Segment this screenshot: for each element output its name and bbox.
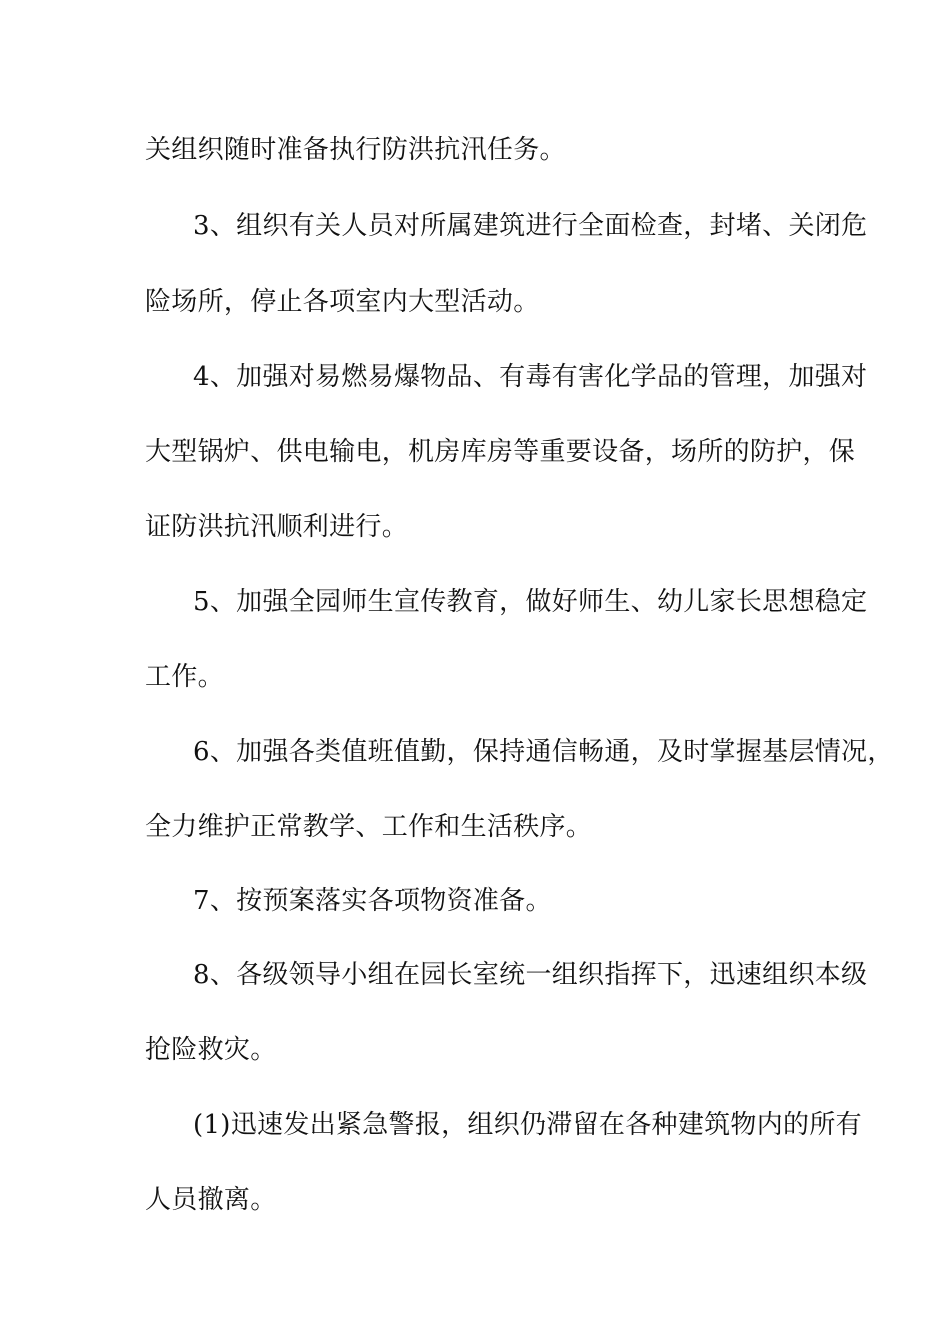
text-line: 5、加强全园师生宣传教育，做好师生、幼儿家长思想稳定 xyxy=(193,587,868,617)
text-line: 险场所，停止各项室内大型活动。 xyxy=(145,287,540,317)
text-line: 抢险救灾。 xyxy=(145,1035,277,1065)
text-line: 8、各级领导小组在园长室统一组织指挥下，迅速组织本级 xyxy=(193,960,868,990)
text-line: 工作。 xyxy=(145,662,224,692)
text-line: 3、组织有关人员对所属建筑进行全面检查，封堵、关闭危 xyxy=(193,211,868,241)
text-line: 关组织随时准备执行防洪抗汛任务。 xyxy=(145,135,566,165)
text-line: 6、加强各类值班值勤，保持通信畅通，及时掌握基层情况， xyxy=(193,737,894,767)
text-line: 大型锅炉、供电输电，机房库房等重要设备，场所的防护，保 xyxy=(145,437,856,467)
text-line: 4、加强对易燃易爆物品、有毒有害化学品的管理，加强对 xyxy=(193,362,868,392)
text-line: 7、按预案落实各项物资准备。 xyxy=(193,886,552,916)
text-line: 证防洪抗汛顺利进行。 xyxy=(145,512,409,542)
text-line: 人员撤离。 xyxy=(145,1185,277,1215)
text-line: (1)迅速发出紧急警报，组织仍滞留在各种建筑物内的所有 xyxy=(193,1110,862,1140)
text-line: 全力维护正常教学、工作和生活秩序。 xyxy=(145,812,593,842)
